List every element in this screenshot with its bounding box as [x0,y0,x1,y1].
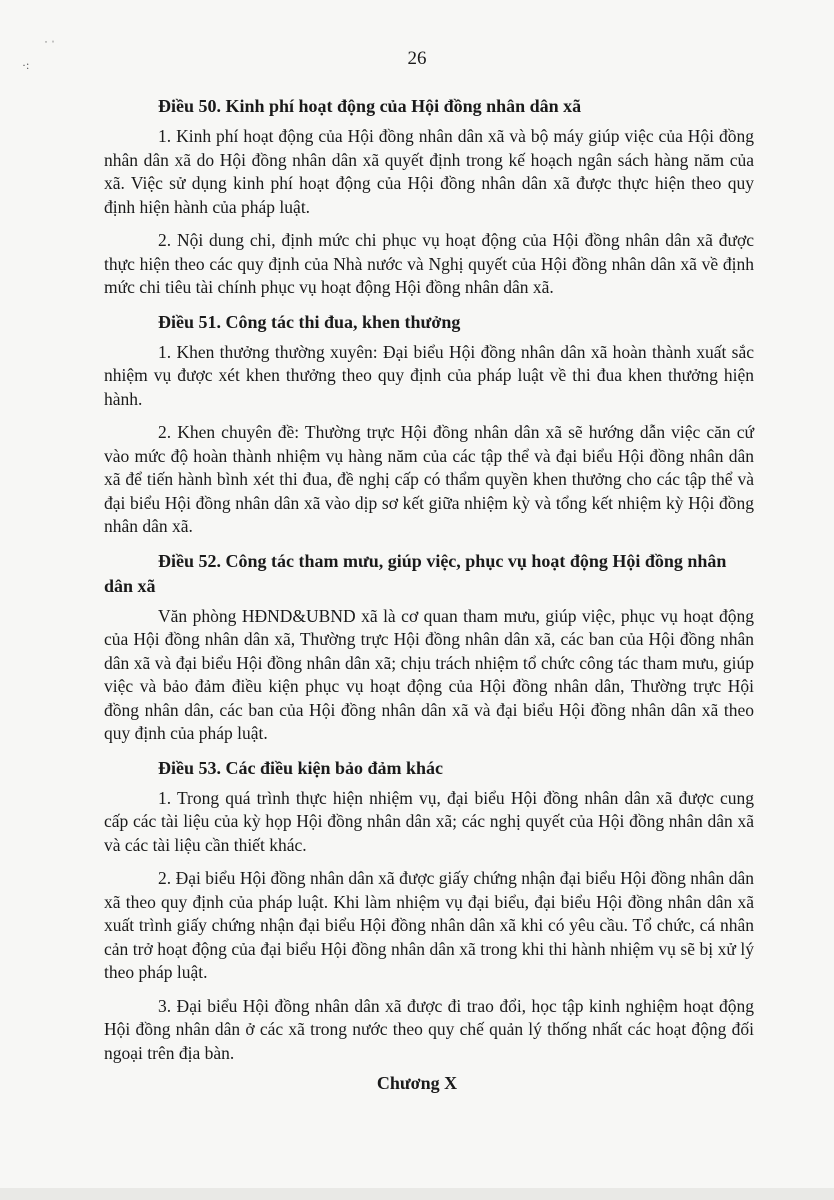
paragraph: 1. Kinh phí hoạt động của Hội đồng nhân dân xã và bộ máy giúp việc của Hội đồng nhân dân xã do Hội đồng nhân dân xã quyết định trong kế hoạch ngân sách hàng năm của xã. Việc sử dụng kinh phí hoạt động của Hội đồng nhân dân xã được thực hiện theo quy định hiện hành của pháp luật. [104,126,754,217]
document-body [104,94,754,1075]
paragraph: 1. Trong quá trình thực hiện nhiệm vụ, đại biểu Hội đồng nhân dân xã được cung cấp các tài liệu của kỳ họp Hội đồng nhân dân xã; các nghị quyết của Hội đồng nhân dân xã và các tài liệu cần thiết khác. [104,787,754,855]
paragraph: 2. Đại biểu Hội đồng nhân dân xã được giấy chứng nhận đại biểu Hội đồng nhân dân xã theo quy định của pháp luật. Khi làm nhiệm vụ đại biểu, đại biểu Hội đồng nhân dân xã xuất trình giấy chứng nhận đại biểu Hội đồng nhân dân xã khi có yêu cầu. Tổ chức, cá nhân cản trở hoạt động của đại biểu Hội đồng nhân dân xã trong khi thi hành nhiệm vụ sẽ bị xử lý theo pháp luật. [104,868,754,982]
article-53 [104,756,754,1066]
article-title: Điều 53. Các điều kiện bảo đảm khác [158,757,444,778]
page-number: 26 [407,48,427,69]
chapter-heading: Chương X [376,1073,458,1093]
page-edge [0,1188,834,1200]
article-title: Điều 52. Công tác tham mưu, giúp việc, phục vụ hoạt động Hội đồng nhân dân xã [104,550,727,596]
scan-mark-icon: ·: [22,58,30,72]
scan-mark-icon: ˙ ˈ [44,38,55,52]
paragraph: 3. Đại biểu Hội đồng nhân dân xã được đi trao đổi, học tập kinh nghiệm hoạt động Hội đồng nhân dân ở các xã trong nước theo quy chế quản lý thống nhất các hoạt động đối ngoại trên địa bàn. [104,995,754,1063]
paragraph: Văn phòng HĐND&UBND xã là cơ quan tham mưu, giúp việc, phục vụ hoạt động của Hội đồng nhân dân xã, Thường trực Hội đồng nhân dân xã, các ban của Hội đồng nhân dân xã và đại biểu Hội đồng nhân dân xã; chịu trách nhiệm tổ chức công tác tham mưu, giúp việc và bảo đảm điều kiện phục vụ hoạt động của Hội đồng nhân dân, Thường trực Hội đồng nhân dân, các ban của Hội đồng nhân dân xã và đại biểu Hội đồng nhân dân xã theo quy định của pháp luật. [104,605,754,743]
article-title: Điều 50. Kinh phí hoạt động của Hội đồng nhân dân xã [158,96,582,116]
paragraph: 2. Khen chuyên đề: Thường trực Hội đồng nhân dân xã sẽ hướng dẫn việc căn cứ vào mức độ hoàn thành nhiệm vụ hàng năm của các tập thể và đại biểu Hội đồng nhân dân xã để tiến hành bình xét thi đua, đề nghị cấp có thẩm quyền khen thưởng cho các tập thể và đại biểu Hội đồng nhân dân xã vào dịp sơ kết giữa nhiệm kỳ và tổng kết nhiệm kỳ Hội đồng nhân dân xã. [104,422,754,536]
article-50 [104,94,754,300]
paragraph: 2. Nội dung chi, định mức chi phục vụ hoạt động của Hội đồng nhân dân xã được thực hiện theo các quy định của Nhà nước và Nghị quyết của Hội đồng nhân dân xã về định mức chi tiêu tài chính phục vụ hoạt động Hội đồng nhân dân xã. [104,230,754,297]
paragraph: 1. Khen thưởng thường xuyên: Đại biểu Hội đồng nhân dân xã hoàn thành xuất sắc nhiệm vụ được xét khen thưởng theo quy định của pháp luật về thi đua khen thưởng hiện hành. [104,341,754,409]
article-52 [104,549,754,746]
article-title: Điều 51. Công tác thi đua, khen thưởng [158,311,461,332]
article-51 [104,310,754,539]
